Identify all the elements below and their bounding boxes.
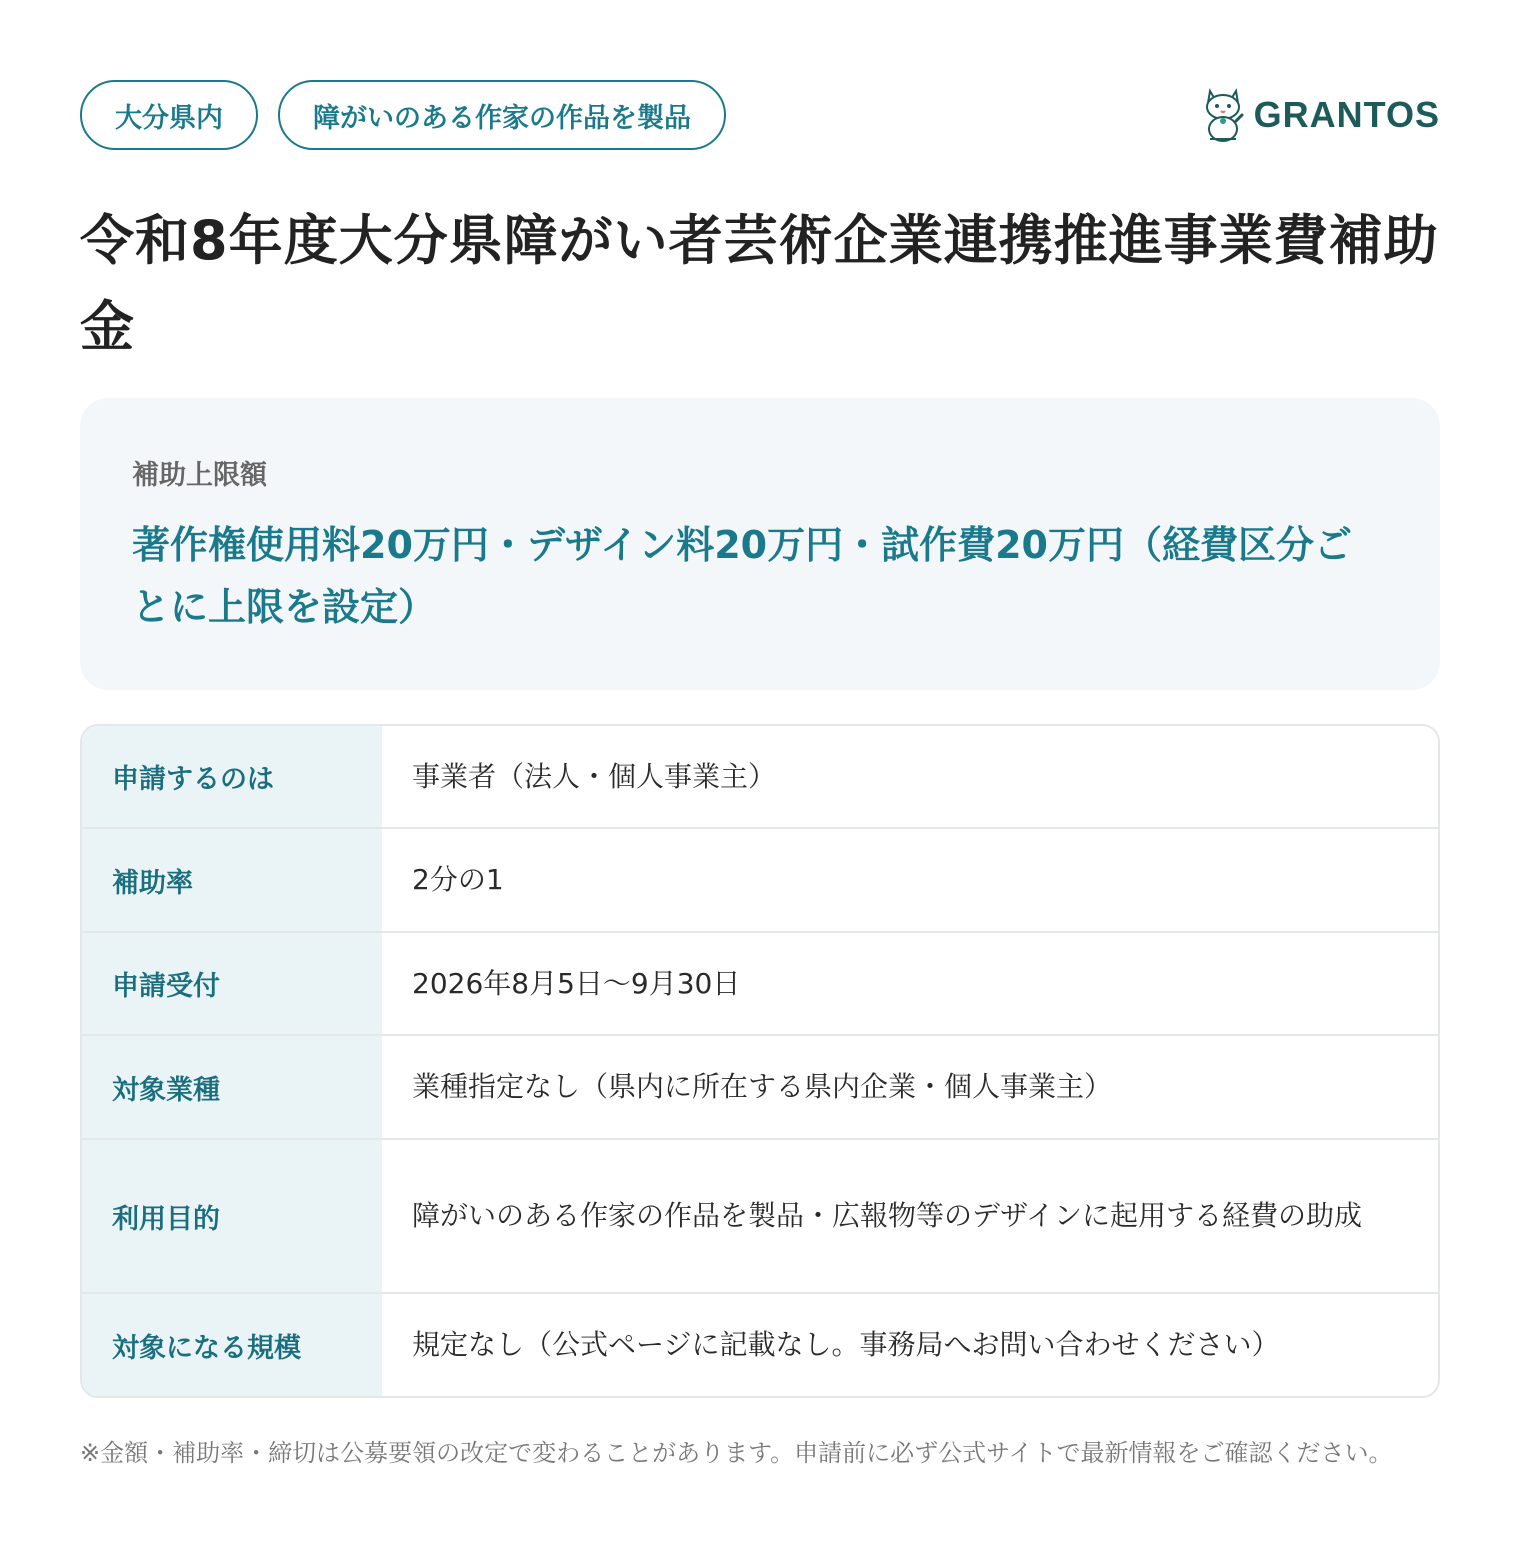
brand-name: GRANTOS bbox=[1253, 94, 1440, 135]
row-key: 申請するのは bbox=[82, 726, 382, 827]
row-key: 対象業種 bbox=[82, 1036, 382, 1138]
row-value: 事業者（法人・個人事業主） bbox=[412, 759, 777, 793]
table-row-period bbox=[82, 933, 1438, 1036]
row-key: 申請受付 bbox=[82, 933, 382, 1034]
tag-category[interactable]: 障がいのある作家の作品を製品 bbox=[278, 80, 726, 150]
brand-logo[interactable] bbox=[1202, 87, 1440, 143]
header bbox=[80, 80, 1440, 150]
subsidy-limit-card bbox=[80, 398, 1440, 690]
subsidy-limit-value: 著作権使用料20万円・デザイン料20万円・試作費20万円（経費区分ごとに上限を設定） bbox=[132, 523, 1352, 629]
details-table bbox=[80, 724, 1440, 1398]
table-row-scale bbox=[82, 1294, 1438, 1396]
table-row-applicant bbox=[82, 726, 1438, 829]
table-row-industry bbox=[82, 1036, 1438, 1140]
row-value: 障がいのある作家の作品を製品・広報物等のデザインに起用する経費の助成 bbox=[412, 1199, 1363, 1232]
row-value: 2分の1 bbox=[412, 863, 504, 896]
page-title: 令和8年度大分県障がい者芸術企業連携推進事業費補助金 bbox=[80, 209, 1439, 358]
table-row-rate bbox=[82, 829, 1438, 933]
disclaimer-note: ※金額・補助率・締切は公募要領の改定で変わることがあります。申請前に必ず公式サイトで最新情報をご確認ください。 bbox=[80, 1439, 1393, 1467]
tag-list bbox=[80, 80, 726, 150]
row-key: 補助率 bbox=[82, 829, 382, 931]
table-row-purpose bbox=[82, 1140, 1438, 1294]
row-value: 2026年8月5日～9月30日 bbox=[412, 966, 741, 1000]
tag-region[interactable]: 大分県内 bbox=[80, 80, 258, 150]
row-key: 対象になる規模 bbox=[82, 1294, 382, 1396]
subsidy-limit-label: 補助上限額 bbox=[132, 460, 267, 491]
lucky-cat-icon bbox=[1202, 87, 1246, 143]
row-value: 規定なし（公式ページに記載なし。事務局へお問い合わせください） bbox=[412, 1328, 1280, 1361]
row-key: 利用目的 bbox=[82, 1140, 382, 1292]
row-value: 業種指定なし（県内に所在する県内企業・個人事業主） bbox=[412, 1070, 1113, 1103]
